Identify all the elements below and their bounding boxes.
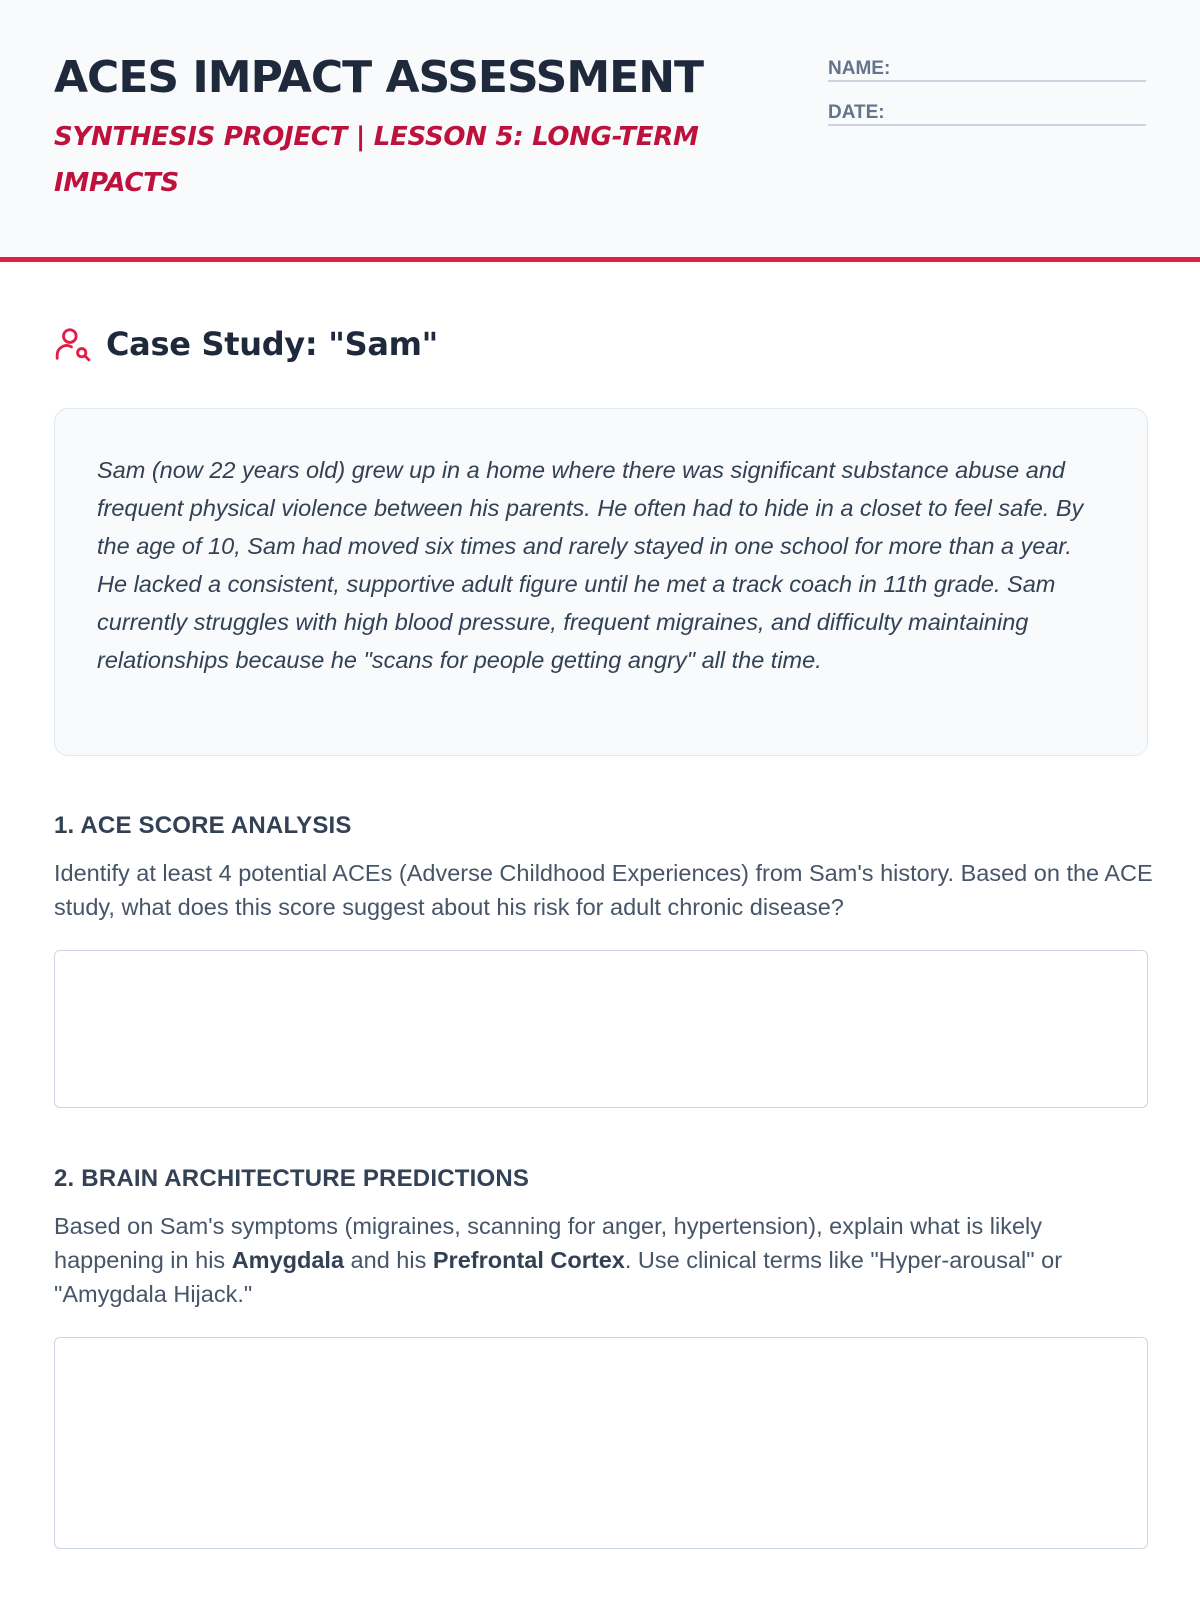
question-1-text: Identify at least 4 potential ACEs (Adverse Childhood Experiences) from Sam's history. Based on the ACE study, what does this score suggest about his risk for adult chronic disease? <box>54 860 1153 920</box>
page-subtitle: SYNTHESIS PROJECT | LESSON 5: LONG-TERM IMPACTS <box>54 122 699 198</box>
date-field[interactable] <box>828 96 1146 126</box>
question-2-text-part: . Use clinical terms like "Hyper-arousal" or "Amygdala Hijack." <box>54 1247 1063 1307</box>
case-study-box <box>54 408 1148 756</box>
name-field[interactable] <box>828 52 1146 82</box>
user-search-icon <box>54 325 92 363</box>
question-2-title: 2. BRAIN ARCHITECTURE PREDICTIONS <box>54 1165 530 1192</box>
prefrontal-cortex-term: Prefrontal Cortex <box>432 1247 625 1273</box>
amygdala-term: Amygdala <box>231 1247 345 1273</box>
date-label: DATE: <box>828 102 885 123</box>
worksheet-header <box>0 0 1200 262</box>
case-study-title: Case Study: "Sam" <box>106 325 439 363</box>
question-1-title: 1. ACE SCORE ANALYSIS <box>54 812 352 839</box>
case-study-heading <box>54 322 438 366</box>
page-title: ACES IMPACT ASSESSMENT <box>54 52 704 103</box>
question-2-answer-box[interactable] <box>54 1337 1148 1549</box>
question-2-text <box>54 1209 1154 1311</box>
question-1-answer-box[interactable] <box>54 950 1148 1108</box>
question-2-text-part: and his <box>344 1247 433 1273</box>
name-label: NAME: <box>828 58 891 79</box>
question-2-text-part: Based on Sam's symptoms (migraines, scanning for anger, hypertension), explain what is likely happening in his <box>54 1213 1043 1273</box>
case-study-text: Sam (now 22 years old) grew up in a home where there was significant substance abuse and frequent physical violence between his parents. He often had to hide in a closet to feel safe. By the age of 10, Sam had moved six times and rarely stayed in one school for more than a year. He lacked a consistent, supportive adult figure until he met a track coach in 11th grade. Sam currently struggles with high blood pressure, frequent migraines, and difficulty maintaining relationships because he "scans for people getting angry" all the time. <box>97 457 1084 673</box>
